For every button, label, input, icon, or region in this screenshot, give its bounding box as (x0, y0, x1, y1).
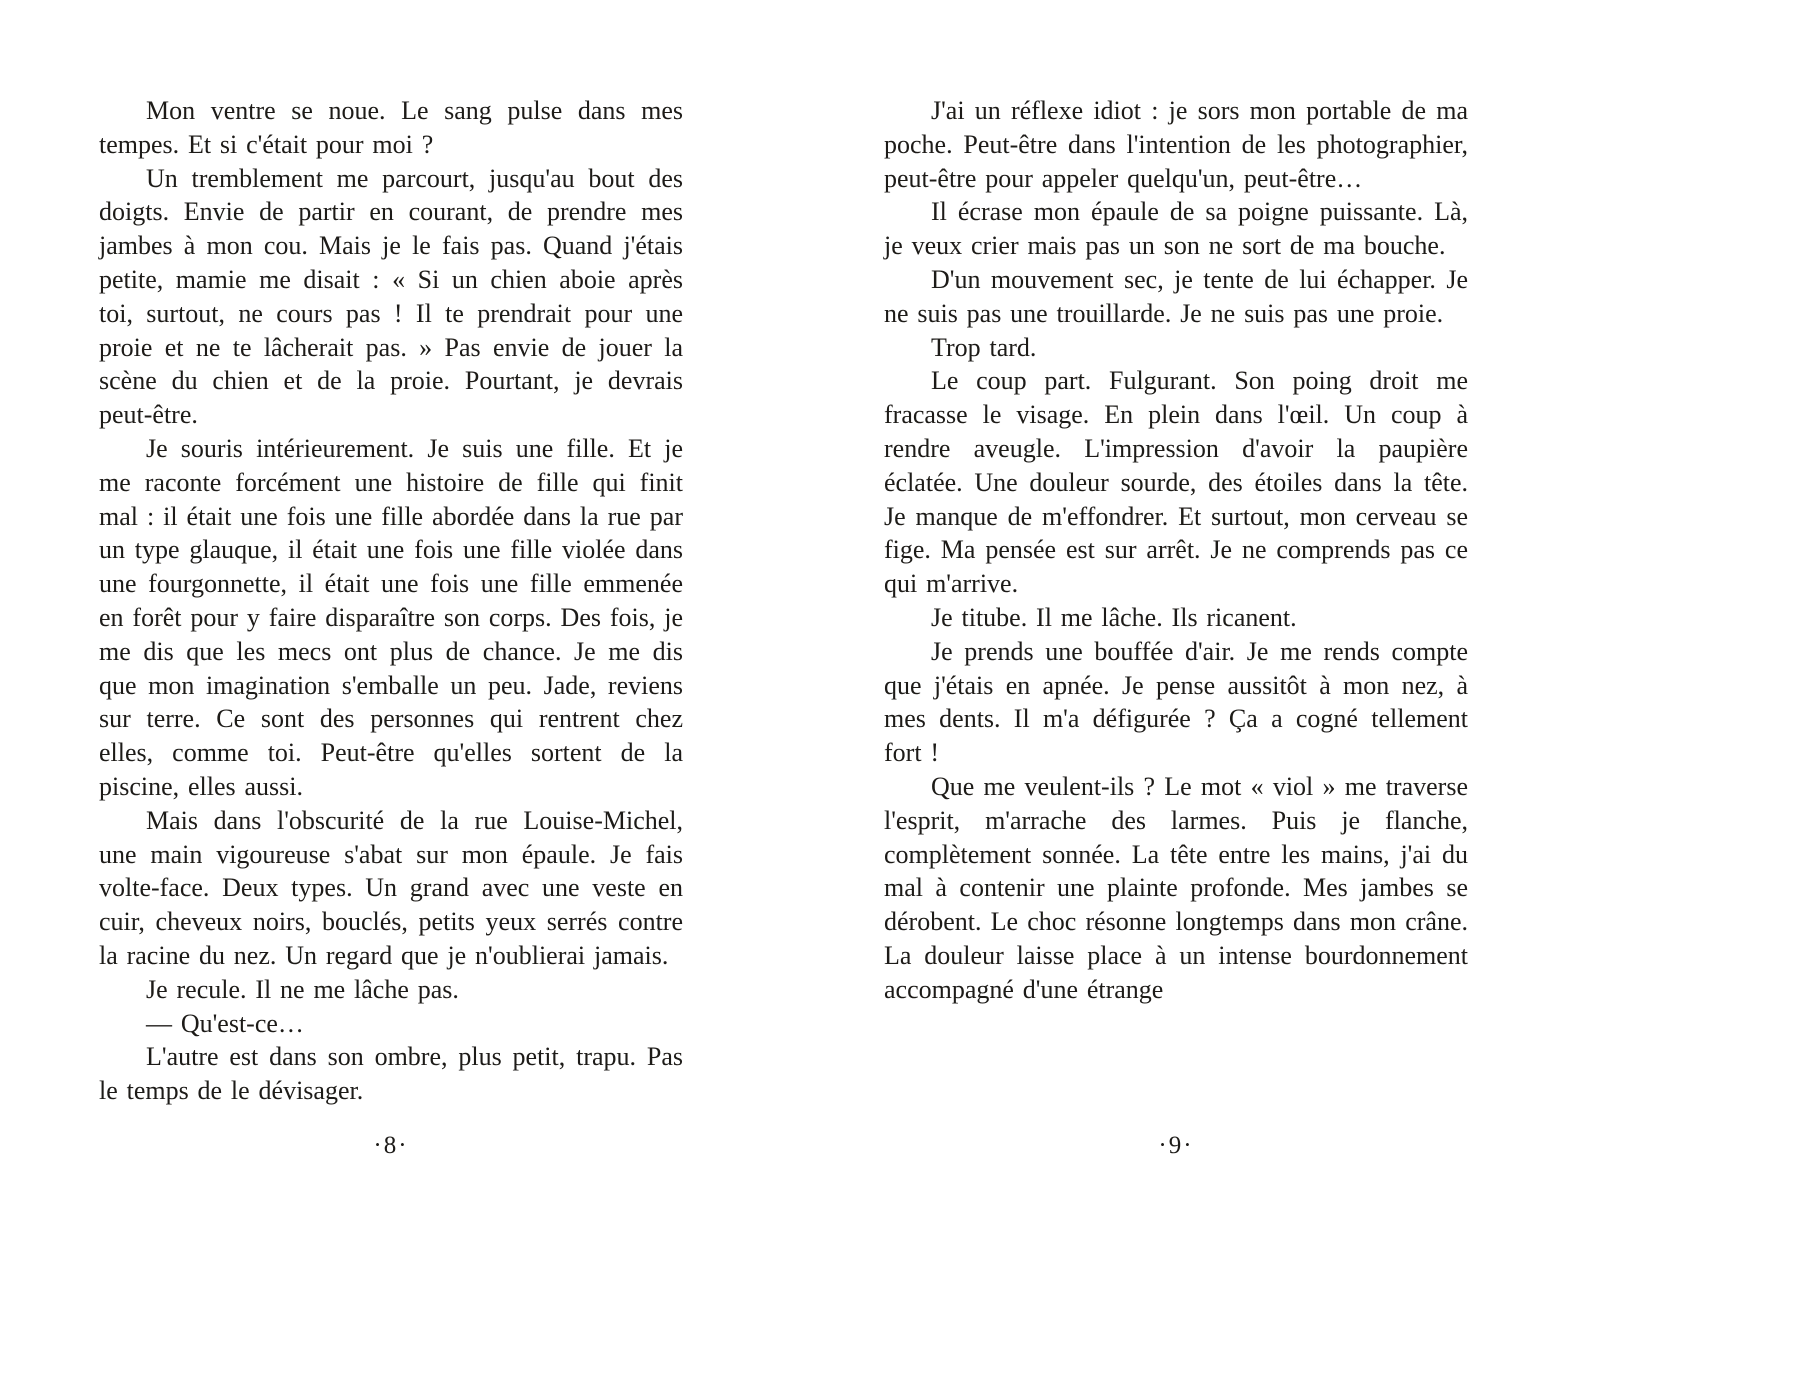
paragraph: L'autre est dans son ombre, plus petit, trapu. Pas le temps de le dévisager. (99, 1042, 683, 1106)
paragraph-dialogue: — Qu'est-ce… (146, 1008, 304, 1038)
page-number-right: ·9· (1158, 1132, 1194, 1159)
paragraph: D'un mouvement sec, je tente de lui échapper. Je ne suis pas une trouillarde. Je ne suis pas une proie. (884, 264, 1468, 328)
paragraph: Je souris intérieurement. Je suis une fille. Et je me raconte forcément une histoire de fille qui finit mal : il était une fois une fille abordée dans la rue par un type glauque, il était une fois une fille violée dans une fourgonnette, il était une fois une fille emmenée en forêt pour y faire disparaître son corps. Des fois, je me dis que les mecs ont plus de chance. Je me dis que mon imagination s'emballe un peu. Jade, reviens sur terre. Ce sont des personnes qui rentrent chez elles, comme toi. Peut-être qu'elles sortent de la piscine, elles aussi. (99, 433, 683, 801)
paragraph: Je prends une bouffée d'air. Je me rends compte que j'étais en apnée. Je pense aussitôt à mon nez, à mes dents. Il m'a défigurée ? Ça a cogné tellement fort ! (884, 636, 1468, 768)
paragraph: Je recule. Il ne me lâche pas. (146, 974, 459, 1004)
paragraph: Mon ventre se noue. Le sang pulse dans mes tempes. Et si c'était pour moi ? (99, 96, 683, 159)
paragraph: J'ai un réflexe idiot : je sors mon portable de ma poche. Peut-être dans l'intention de les photographier, peut-être pour appeler quelqu'un, peut-être… (884, 96, 1468, 193)
paragraph: Un tremblement me parcourt, jusqu'au bout des doigts. Envie de partir en courant, de prendre mes jambes à mon cou. Mais je le fais pas. Quand j'étais petite, mamie me disait : « Si un chien aboie après toi, surtout, ne cours pas ! Il te prendrait pour une proie et ne te lâcherait pas. » Pas envie de jouer la scène du chien et de la proie. Pourtant, je devrais peut-être. (99, 163, 683, 430)
paragraph: Le coup part. Fulgurant. Son poing droit me fracasse le visage. En plein dans l'œil. Un coup à rendre aveugle. L'impression d'avoir la paupière éclatée. Une douleur sourde, des étoiles dans la tête. Je manque de m'effondrer. Et surtout, mon cerveau se fige. Ma pensée est sur arrêt. Je ne comprends pas ce qui m'arrive. (884, 366, 1468, 599)
paragraph: Que me veulent-ils ? Le mot « viol » me traverse l'esprit, m'arrache des larmes. Puis je flanche, complètement sonnée. La tête entre les mains, j'ai du mal à contenir une plainte profonde. Mes jambes se dérobent. Le choc résonne longtemps dans mon crâne. La douleur laisse place à un intense bourdonnement accompagné d'une étrange (884, 771, 1468, 1004)
paragraph: Trop tard. (931, 332, 1037, 362)
paragraph: Je titube. Il me lâche. Ils ricanent. (931, 602, 1297, 632)
page-number-left: ·8· (373, 1132, 409, 1159)
paragraph: Il écrase mon épaule de sa poigne puissante. Là, je veux crier mais pas un son ne sort de ma bouche. (884, 197, 1468, 261)
page-right-text-block (884, 94, 1468, 1007)
paragraph: Mais dans l'obscurité de la rue Louise-Michel, une main vigoureuse s'abat sur mon épaule. Je fais volte-face. Deux types. Un grand avec une veste en cuir, cheveux noirs, bouclés, petits yeux serrés contre la racine du nez. Un regard que je n'oublierai jamais. (99, 805, 683, 970)
page-left-text-block (99, 94, 683, 1108)
